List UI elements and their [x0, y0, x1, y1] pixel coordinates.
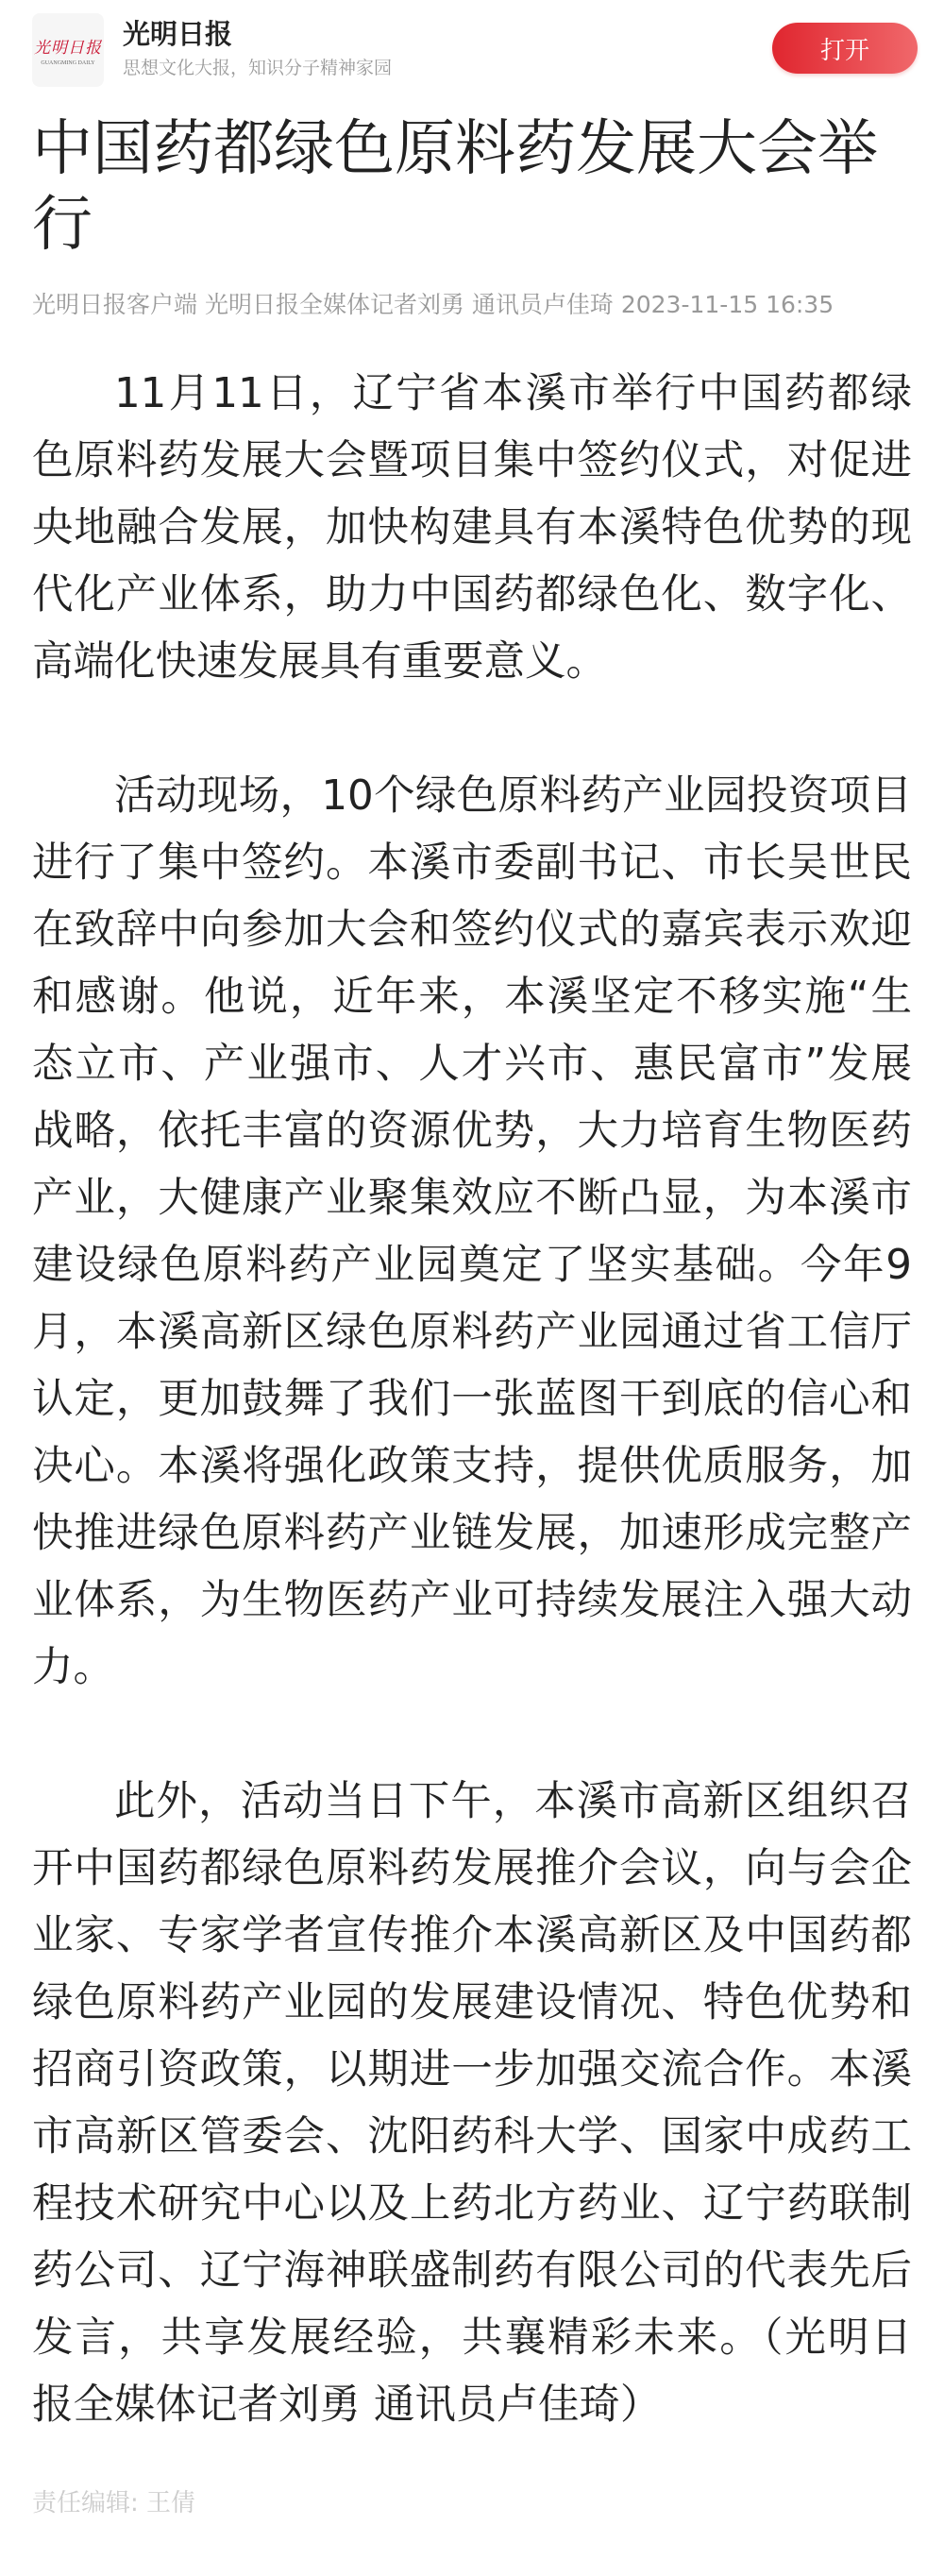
- article-title: 中国药都绿色原料药发展大会举行: [32, 114, 878, 260]
- logo-subtext: GUANGMING DAILY: [41, 60, 95, 66]
- app-slogan: 思想文化大报，知识分子精神家园: [123, 58, 393, 78]
- article-container: [0, 104, 944, 2576]
- article-paragraph: 11月11日，辽宁省本溪市举行中国药都绿色原料药发展大会暨项目集中签约仪式，对促进央地融合发展，加快构建具有本溪特色优势的现代化产业体系，助力中国药都绿色化、数字化、高端化快速发展具有重要意义。: [32, 370, 912, 686]
- app-logo: [32, 13, 104, 87]
- app-download-banner: [0, 0, 944, 104]
- article-paragraph: 此外，活动当日下午，本溪市高新区组织召开中国药都绿色原料药发展推介会议，向与会企业家、专家学者宣传推介本溪高新区及中国药都绿色原料药产业园的发展建设情况、特色优势和招商引资政策，以期进一步加强交流合作。本溪市高新区管委会、沈阳药科大学、国家中成药工程技术研究中心以及上药北方药业、辽宁药联制药公司、辽宁海神联盛制药有限公司的代表先后发言，共享发展经验，共襄精彩未来。（光明日报全媒体记者刘勇 通讯员卢佳琦）: [32, 1778, 912, 2429]
- open-app-button[interactable]: 打开: [772, 23, 918, 74]
- article-paragraph: 活动现场，10个绿色原料药产业园投资项目进行了集中签约。本溪市委副书记、市长吴世民在致辞中向参加大会和签约仪式的嘉宾表示欢迎和感谢。他说，近年来，本溪坚定不移实施“生态立市、产业强市、人才兴市、惠民富市”发展战略，依托丰富的资源优势，大力培育生物医药产业，大健康产业聚集效应不断凸显，为本溪市建设绿色原料药产业园奠定了坚实基础。今年9月，本溪高新区绿色原料药产业园通过省工信厅认定，更加鼓舞了我们一张蓝图干到底的信心和决心。本溪将强化政策支持，提供优质服务，加快推进绿色原料药产业链发展，加速形成完整产业体系，为生物医药产业可持续发展注入强大动力。: [32, 772, 912, 1691]
- responsible-editor: 责任编辑: 王倩: [32, 2489, 196, 2517]
- article-body: [32, 361, 912, 2439]
- logo-text: 光明日报: [34, 39, 102, 58]
- app-name: 光明日报: [123, 18, 233, 50]
- article-meta: 光明日报客户端 光明日报全媒体记者刘勇 通讯员卢佳琦 2023-11-15 16:35: [32, 291, 834, 318]
